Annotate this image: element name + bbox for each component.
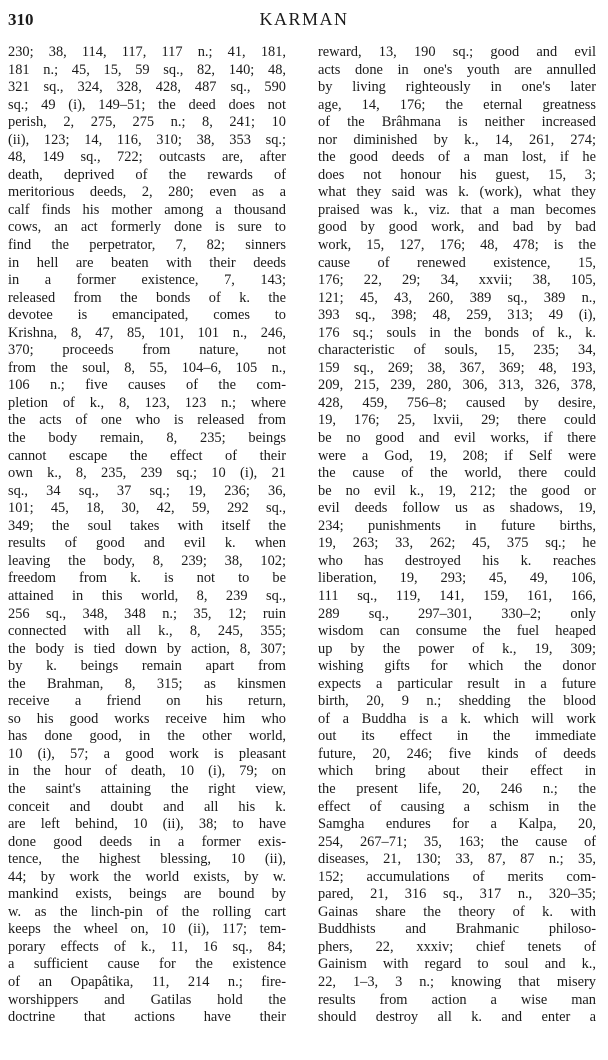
index-line: mankind exists, beings are bound by [8,886,286,903]
index-line: attained in this world, 8, 239 sq., [8,587,286,604]
index-line: liberation, 19, 293; 45, 49, 106, [318,570,596,587]
page-number: 310 [8,10,34,29]
index-line: porary effects of k., 11, 16 sq., 84; [8,938,286,955]
index-line: 176 sq.; souls in the bonds of k., k. [318,324,596,341]
index-line: 256 sq., 348, 348 n.; 35, 12; ruin [8,605,286,622]
index-line: 19, 176; 25, lxvii, 29; there could [318,412,596,429]
index-line: conceit and doubt and all his k. [8,798,286,815]
index-line: 289 sq., 297–301, 330–2; only [318,605,596,622]
index-line: 370; proceeds from nature, not [8,342,286,359]
index-line: freedom from k. is not to be [8,570,286,587]
index-line: the cause of the world, there could [318,465,596,482]
index-line: the body is tied down by action, 8, 307; [8,640,286,657]
index-line: be no good and evil works, if there [318,430,596,447]
index-line: cows, an act formerly done is sure to [8,219,286,236]
index-line: (ii), 123; 14, 116, 310; 38, 353 sq.; [8,131,286,148]
index-line: 230; 38, 114, 117, 117 n.; 41, 181, [8,44,286,60]
index-line: 349; the soul takes with itself the [8,517,286,534]
index-line: acts done in one's youth are annulled [318,61,596,78]
index-line: good by good work, and bad by bad [318,219,596,236]
index-line: Samgha endures for a Kalpa, 20, [318,816,596,833]
index-line: 176; 22, 29; 34, xxvii; 38, 105, [318,272,596,289]
index-line: up by the power of k., 19, 309; [318,640,596,657]
index-line: receive a friend on his return, [8,693,286,710]
index-line: should destroy all k. and enter a [318,1009,596,1026]
index-line: by living righteously in one's later [318,79,596,96]
index-line: leaving the body, 8, 239; 38, 102; [8,552,286,569]
index-line: meritorious deeds, 2, 280; even as a [8,184,286,201]
index-line: phers, 22, xxxiv; chief tenets of [318,938,596,955]
index-line: results from action a wise man [318,991,596,1008]
index-line: 321 sq., 324, 328, 428, 487 sq., 590 [8,79,286,96]
index-line: effect of causing a schism in the [318,798,596,815]
index-line: were a God, 19, 208; if Self were [318,447,596,464]
index-line: in the hour of death, 10 (i), 79; on [8,763,286,780]
index-line: of an Opapâtika, 11, 214 n.; fire- [8,973,286,990]
index-line: does not honour his guest, 15, 3; [318,166,596,183]
index-line: 106 n.; five causes of the com- [8,377,286,394]
index-line: of a Buddha is a k. which will work [318,710,596,727]
index-line: be no evil k., 19, 212; the good or [318,482,596,499]
index-line: out its effect in the immediate [318,728,596,745]
running-head: KARMAN [259,9,349,29]
index-line: 152; accumulations of merits com- [318,868,596,885]
index-line: 209, 215, 239, 280, 306, 313, 326, 378, [318,377,596,394]
index-line: results of good and evil k. when [8,535,286,552]
index-line: perish, 2, 275, 275 n.; 8, 241; 10 [8,114,286,131]
index-line: own k., 8, 235, 239 sq.; 10 (i), 21 [8,465,286,482]
index-line: who has destroyed his k. reaches [318,552,596,569]
index-line: done good deeds in a former exis- [8,833,286,850]
index-line: 10 (i), 57; a good work is pleasant [8,745,286,762]
index-line: 19, 263; 33, 262; 45, 375 sq.; he [318,535,596,552]
index-line: by k. beings remain apart from [8,658,286,675]
page-header [0,6,608,32]
index-line: 121; 45, 43, 260, 389 sq., 389 n., [318,289,596,306]
index-line: the present life, 20, 246 n.; the [318,780,596,797]
index-line: future, 20, 246; five kinds of deeds [318,745,596,762]
index-line: death, deprived of the rewards of [8,166,286,183]
index-line: praised was k., viz. that a man becomes [318,201,596,218]
index-line: 181 n.; 45, 15, 59 sq., 82, 140; 48, [8,61,286,78]
index-line: 101; 45, 18, 30, 42, 59, 292 sq., [8,500,286,517]
index-line: are left behind, 10 (ii), 38; to have [8,816,286,833]
index-line: Gainism with regard to soul and k., [318,956,596,973]
index-line: Gainas share the theory of k. with [318,903,596,920]
index-line: wisdom can consume the fuel heaped [318,623,596,640]
index-line: a sufficient cause for the existence [8,956,286,973]
index-line: 111 sq., 119, 141, 159, 161, 166, [318,587,596,604]
index-line: characteristic of souls, 15, 235; 34, [318,342,596,359]
index-line: has done good, in the other world, [8,728,286,745]
index-line: cause of renewed existence, 15, [318,254,596,271]
index-line: the good deeds of a man lost, if he [318,149,596,166]
index-line: sq., 34 sq., 37 sq.; 19, 236; 36, [8,482,286,499]
index-line: pared, 21, 316 sq., 317 n., 320–35; [318,886,596,903]
index-line: pletion of k., 8, 123, 123 n.; where [8,394,286,411]
index-line: birth, 20, 9 n.; shedding the blood [318,693,596,710]
index-line: 22, 1–3, 3 n.; knowing that misery [318,973,596,990]
index-line: which bring about their effect in [318,763,596,780]
index-line: in hell are beaten with their deeds [8,254,286,271]
index-column-left [8,44,286,1027]
index-line: calf finds his mother among a thousand [8,201,286,218]
index-line: tence, the highest blessing, 10 (ii), [8,851,286,868]
index-line: 254, 267–71; 35, 163; the cause of [318,833,596,850]
index-line: released from the bonds of k. the [8,289,286,306]
index-line: wishing gifts for which the donor [318,658,596,675]
index-line: of the Brâhmana is neither increased [318,114,596,131]
index-line: from the soul, 8, 55, 104–6, 105 n., [8,359,286,376]
index-line: Buddhists and Brahmanic philoso- [318,921,596,938]
index-line: 159 sq., 269; 38, 367, 369; 48, 193, [318,359,596,376]
index-column-right [318,44,596,1027]
index-line: what they said was k. (work), what they [318,184,596,201]
index-line: 393 sq., 398; 48, 259, 313; 49 (i), [318,307,596,324]
index-line: 44; by work the world exists, by w. [8,868,286,885]
index-line: Krishna, 8, 47, 85, 101, 101 n., 246, [8,324,286,341]
index-line: nor diminished by k., 14, 261, 274; [318,131,596,148]
index-line: so his good works receive him who [8,710,286,727]
index-line: the Brahman, 8, 315; as kinsmen [8,675,286,692]
index-line: connected with all k., 8, 245, 355; [8,623,286,640]
index-line: worshippers and Gatilas hold the [8,991,286,1008]
index-line: work, 15, 127, 176; 48, 478; is the [318,237,596,254]
index-line: keeps the wheel on, 10 (ii), 117; tem- [8,921,286,938]
index-line: 48, 149 sq., 722; outcasts are, after [8,149,286,166]
index-line: diseases, 21, 130; 33, 87, 87 n.; 35, [318,851,596,868]
index-line: reward, 13, 190 sq.; good and evil [318,44,596,60]
index-line: 428, 459, 756–8; caused by desire, [318,394,596,411]
index-line: expects a particular result in a future [318,675,596,692]
index-line: find the perpetrator, 7, 82; sinners [8,237,286,254]
index-line: doctrine that actions have their [8,1009,286,1026]
index-line: the body remain, 8, 235; beings [8,430,286,447]
index-line: the saint's attaining the right view, [8,780,286,797]
index-line: devotee is emancipated, comes to [8,307,286,324]
index-line: sq.; 49 (i), 149–51; the deed does not [8,96,286,113]
index-line: w. as the linch-pin of the rolling cart [8,903,286,920]
index-line: 234; punishments in future births, [318,517,596,534]
index-line: in a former existence, 7, 143; [8,272,286,289]
index-line: evil deeds follow us as shadows, 19, [318,500,596,517]
index-line: cannot escape the effect of their [8,447,286,464]
index-line: the acts of one who is released from [8,412,286,429]
index-line: age, 14, 176; the eternal greatness [318,96,596,113]
